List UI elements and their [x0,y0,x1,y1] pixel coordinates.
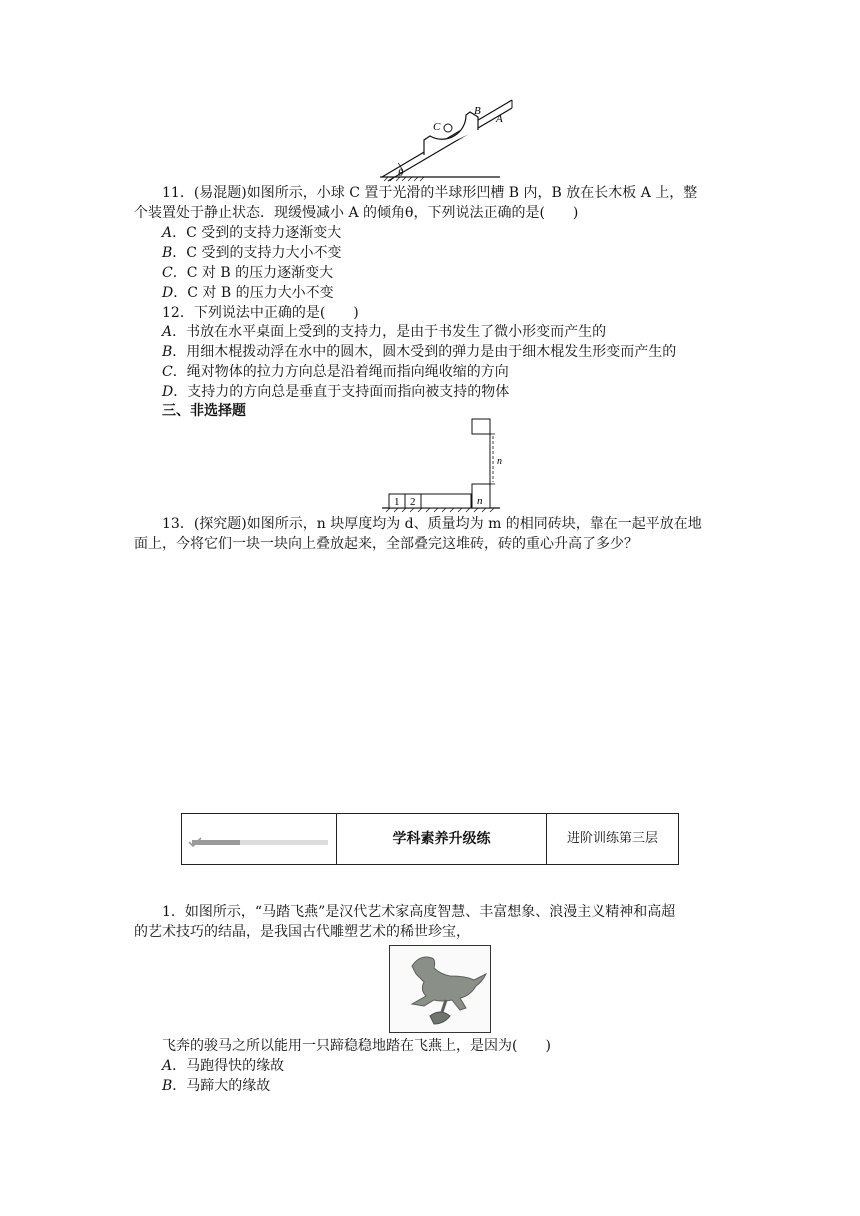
q13-stem-line1: 13．(探究题)如图所示，n 块厚度均为 d、质量均为 m 的相同砖块，靠在一起平放在地 [162,516,702,532]
label-B: B [474,105,481,117]
q12-option-b: B．用细木棍拨动浮在水中的圆木，圆木受到的弹力是由于细木棍发生形变而产生的 [162,344,677,360]
q13-stem-line2: 面上，今将它们一块一块向上叠放起来，全部叠完这堆砖，砖的重心升高了多少？ [134,536,638,552]
banner-title: 学科素养升级练 [337,814,547,864]
progress-fill [192,840,240,845]
brick-label-1: 1 [394,496,400,508]
q11-option-c: C．C 对 B 的压力逐渐变大 [162,265,334,281]
q12-stem: 12．下列说法中正确的是( ) [162,305,359,321]
p1-stem-line3: 飞奔的骏马之所以能用一只蹄稳稳地踏在飞燕上，是因为( ) [162,1038,551,1054]
p1-option-b: B．马蹄大的缘故 [162,1078,271,1094]
banner-level: 进阶训练第三层 [566,831,658,846]
progress-track [192,840,328,845]
section-heading: 三、非选择题 [162,403,246,419]
section-banner [181,813,679,865]
brick-label-2: 2 [410,496,416,508]
q11-stem-line1: 11．(易混题)如图所示，小球 C 置于光滑的半球形凹槽 B 内，B 放在长木板 A 上，整 [162,185,698,201]
q12-option-d: D．支持力的方向总是垂直于支持面而指向被支持的物体 [162,384,510,400]
p1-stem-line2: 的艺术技巧的结晶，是我国古代雕塑艺术的稀世珍宝， [134,924,470,940]
label-C: C [433,121,441,133]
q11-option-b: B．C 受到的支持力大小不变 [162,245,342,261]
q11-option-a: A．C 受到的支持力逐渐变大 [162,225,342,241]
horse-statue-drawing [390,946,490,1032]
q12-option-a: A．书放在水平桌面上受到的支持力，是由于书发生了微小形变而产生的 [162,324,607,340]
label-theta: θ [398,167,404,179]
banner-progress-cell [182,814,337,864]
horse-statue-image [389,945,491,1033]
q11-option-d: D．C 对 B 的压力大小不变 [162,285,334,301]
p1-option-a: A．马跑得快的缘故 [162,1058,285,1074]
height-label-n: n [497,456,502,467]
label-A: A [496,113,503,125]
brick-label-n: n [477,495,483,507]
q12-option-c: C．绳对物体的拉力方向总是沿着绳而指向绳收缩的方向 [162,364,509,380]
p1-stem-line1: 1．如图所示，“马踏飞燕”是汉代艺术家高度智慧、丰富想象、浪漫主义精神和高超 [162,904,676,920]
q11-stem-line2: 个装置处于静止状态．现缓慢减小 A 的倾角θ，下列说法正确的是( ) [134,205,579,221]
